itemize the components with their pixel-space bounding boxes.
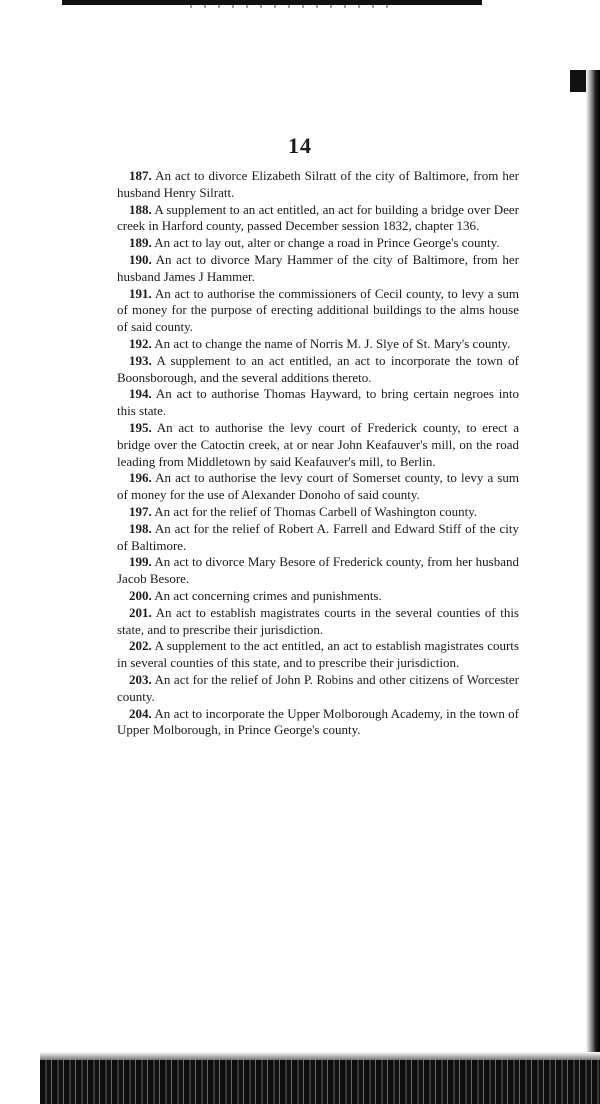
act-entry: [117, 554, 519, 588]
act-title: An act to incorporate the Upper Molborough Academy, in the town of Upper Molborough, in Prince George's county.: [117, 705, 519, 738]
act-entry: [117, 252, 519, 286]
act-title: An act to authorise the levy court of Frederick county, to erect a bridge over the Catoctin creek, at or near John Keafauver's mill, on the road leading from Middletown by said Keafauver's mill, to Berlin.: [117, 419, 519, 469]
act-entry: [117, 521, 519, 555]
act-entry: [117, 420, 519, 470]
act-entry: [117, 235, 519, 252]
act-number: 189.: [129, 235, 152, 251]
act-number: 194.: [129, 386, 152, 402]
act-number: 203.: [129, 671, 152, 687]
act-number: 192.: [129, 335, 152, 351]
act-number: 198.: [129, 520, 152, 536]
act-entry: [117, 638, 519, 672]
act-entry: [117, 588, 519, 605]
act-entry: [117, 202, 519, 236]
act-entry: [117, 168, 519, 202]
act-title: A supplement to an act entitled, an act to incorporate the town of Boonsborough, and the several additions thereto.: [117, 352, 519, 385]
act-title: An act for the relief of Robert A. Farrell and Edward Stiff of the city of Baltimore.: [117, 520, 519, 553]
act-number: 197.: [129, 503, 152, 519]
page-number: 14: [288, 133, 312, 158]
act-number: 195.: [129, 419, 152, 435]
act-number: 201.: [129, 604, 152, 620]
act-title: A supplement to the act entitled, an act to establish magistrates courts in several counties of this state, and to prescribe their jurisdiction.: [117, 638, 519, 671]
act-number: 193.: [129, 352, 152, 368]
act-number: 204.: [129, 705, 152, 721]
act-entry: [117, 353, 519, 387]
act-number: 191.: [129, 285, 152, 301]
act-number: 202.: [129, 638, 152, 654]
act-title: An act concerning crimes and punishments.: [154, 587, 382, 603]
act-entry: [117, 672, 519, 706]
acts-list: [117, 168, 519, 739]
act-title: An act to authorise the commissioners of Cecil county, to levy a sum of money for the purpose of erecting additional buildings to the alms house of said county.: [117, 285, 519, 335]
act-title: An act to lay out, alter or change a road in Prince George's county.: [154, 235, 500, 251]
act-title: An act for the relief of John P. Robins and other citizens of Worcester county.: [117, 671, 519, 704]
act-title: An act to divorce Elizabeth Silratt of the city of Baltimore, from her husband Henry Silratt.: [117, 168, 519, 200]
act-entry: [117, 504, 519, 521]
scan-specks: [190, 5, 390, 8]
act-entry: [117, 336, 519, 353]
act-entry: [117, 470, 519, 504]
page-edge-shadow: [586, 70, 600, 1104]
act-number: 196.: [129, 470, 152, 486]
act-title: An act to authorise Thomas Hayward, to bring certain negroes into this state.: [117, 386, 519, 419]
act-number: 190.: [129, 251, 152, 267]
act-title: An act to establish magistrates courts in the several counties of this state, and to prescribe their jurisdiction.: [117, 604, 519, 637]
act-title: An act for the relief of Thomas Carbell of Washington county.: [154, 503, 478, 519]
act-number: 199.: [129, 554, 152, 570]
act-title: An act to divorce Mary Hammer of the city of Baltimore, from her husband James J Hammer.: [117, 251, 519, 284]
act-title: An act to change the name of Norris M. J. Slye of St. Mary's county.: [154, 335, 511, 351]
act-title: An act to divorce Mary Besore of Frederick county, from her husband Jacob Besore.: [117, 554, 519, 587]
act-entry: [117, 386, 519, 420]
act-number: 188.: [129, 201, 152, 217]
act-number: 187.: [129, 168, 152, 183]
act-number: 200.: [129, 587, 152, 603]
act-title: A supplement to an act entitled, an act for building a bridge over Deer creek in Harford county, passed December session 1832, chapter 136.: [117, 201, 519, 234]
act-entry: [117, 605, 519, 639]
act-title: An act to authorise the levy court of Somerset county, to levy a sum of money for the use of Alexander Donoho of said county.: [117, 470, 519, 503]
binding-shadow: [40, 1052, 600, 1060]
act-entry: [117, 706, 519, 740]
act-entry: [117, 286, 519, 336]
binding-edge: [40, 1060, 600, 1104]
